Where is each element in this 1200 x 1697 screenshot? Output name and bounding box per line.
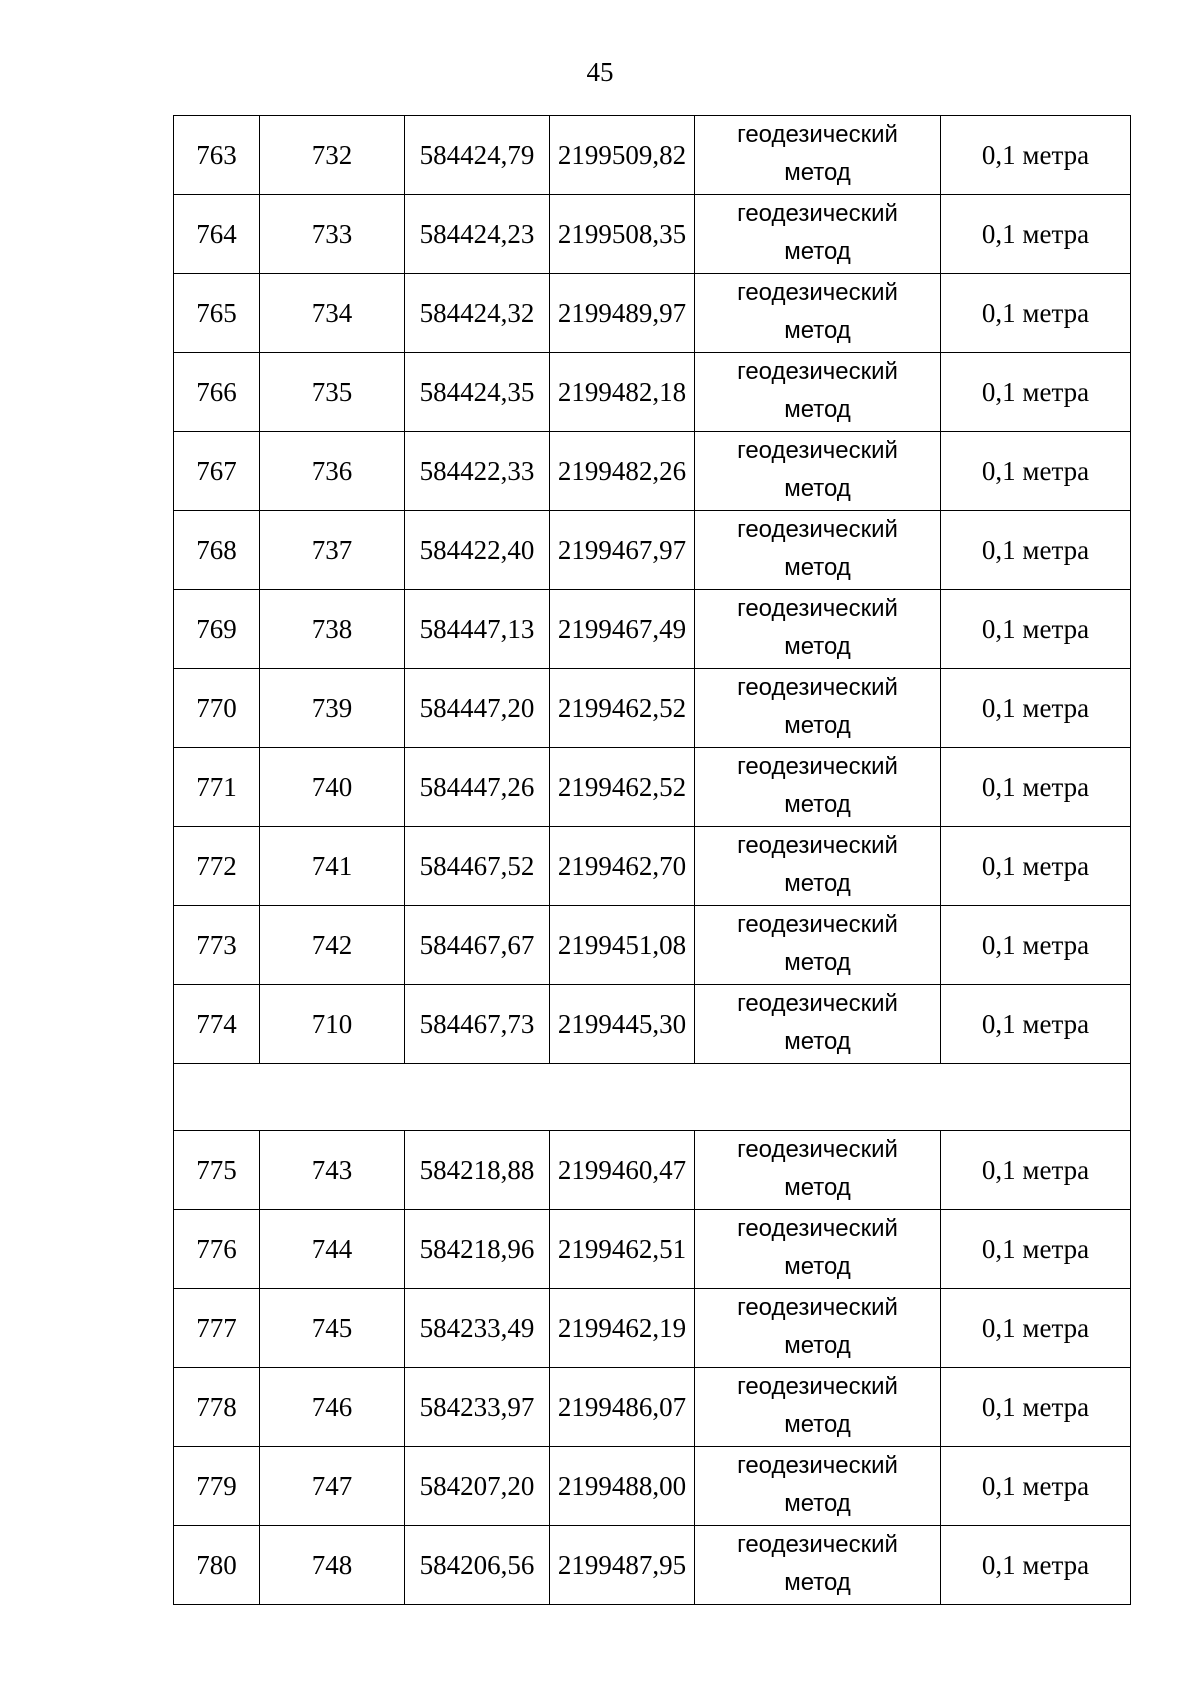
method-cell [695, 669, 941, 748]
table-row [174, 1447, 1131, 1526]
x-coordinate-cell: 584207,20 [405, 1447, 550, 1526]
row-number-cell: 770 [174, 669, 260, 748]
table-row [174, 1526, 1131, 1605]
table-separator [174, 1064, 1131, 1131]
row-number-cell: 777 [174, 1289, 260, 1368]
method-cell [695, 748, 941, 827]
y-coordinate-cell: 2199482,26 [550, 432, 695, 511]
method-cell [695, 906, 941, 985]
method-line-1: геодезический [737, 753, 898, 780]
y-coordinate-cell: 2199451,08 [550, 906, 695, 985]
y-coordinate-cell: 2199467,49 [550, 590, 695, 669]
method-cell [695, 1447, 941, 1526]
method-line-2: метод [784, 238, 851, 265]
method-line-1: геодезический [737, 1373, 898, 1400]
y-coordinate-cell: 2199488,00 [550, 1447, 695, 1526]
method-line-1: геодезический [737, 437, 898, 464]
method-line-2: метод [784, 396, 851, 423]
accuracy-cell: 0,1 метра [941, 1210, 1131, 1289]
y-coordinate-cell: 2199462,70 [550, 827, 695, 906]
row-number-cell: 766 [174, 353, 260, 432]
method-line-2: метод [784, 1569, 851, 1596]
method-line-2: метод [784, 791, 851, 818]
accuracy-cell: 0,1 метра [941, 195, 1131, 274]
method-line-2: метод [784, 554, 851, 581]
method-line-2: метод [784, 317, 851, 344]
point-number-cell: 736 [260, 432, 405, 511]
row-number-cell: 765 [174, 274, 260, 353]
accuracy-cell: 0,1 метра [941, 1131, 1131, 1210]
x-coordinate-cell: 584467,67 [405, 906, 550, 985]
accuracy-cell: 0,1 метра [941, 985, 1131, 1064]
table-row [174, 748, 1131, 827]
method-line-2: метод [784, 1253, 851, 1280]
method-line-1: геодезический [737, 200, 898, 227]
method-line-1: геодезический [737, 279, 898, 306]
table-row [174, 827, 1131, 906]
method-line-1: геодезический [737, 832, 898, 859]
x-coordinate-cell: 584467,73 [405, 985, 550, 1064]
method-cell [695, 590, 941, 669]
method-line-2: метод [784, 475, 851, 502]
point-number-cell: 741 [260, 827, 405, 906]
accuracy-cell: 0,1 метра [941, 748, 1131, 827]
x-coordinate-cell: 584424,23 [405, 195, 550, 274]
method-line-1: геодезический [737, 1294, 898, 1321]
method-cell [695, 432, 941, 511]
accuracy-cell: 0,1 метра [941, 906, 1131, 985]
y-coordinate-cell: 2199482,18 [550, 353, 695, 432]
y-coordinate-cell: 2199460,47 [550, 1131, 695, 1210]
point-number-cell: 748 [260, 1526, 405, 1605]
method-line-1: геодезический [737, 595, 898, 622]
table-body-group-1 [174, 116, 1131, 1064]
point-number-cell: 732 [260, 116, 405, 195]
y-coordinate-cell: 2199508,35 [550, 195, 695, 274]
x-coordinate-cell: 584447,26 [405, 748, 550, 827]
method-cell [695, 511, 941, 590]
point-number-cell: 738 [260, 590, 405, 669]
method-line-2: метод [784, 1411, 851, 1438]
method-line-1: геодезический [737, 1452, 898, 1479]
method-cell [695, 1131, 941, 1210]
point-number-cell: 735 [260, 353, 405, 432]
method-cell [695, 195, 941, 274]
table-row [174, 985, 1131, 1064]
accuracy-cell: 0,1 метра [941, 827, 1131, 906]
method-line-2: метод [784, 1490, 851, 1517]
row-number-cell: 774 [174, 985, 260, 1064]
accuracy-cell: 0,1 метра [941, 1447, 1131, 1526]
method-line-2: метод [784, 870, 851, 897]
accuracy-cell: 0,1 метра [941, 432, 1131, 511]
method-cell [695, 985, 941, 1064]
y-coordinate-cell: 2199462,52 [550, 748, 695, 827]
point-number-cell: 746 [260, 1368, 405, 1447]
row-number-cell: 775 [174, 1131, 260, 1210]
x-coordinate-cell: 584424,79 [405, 116, 550, 195]
method-line-1: геодезический [737, 1136, 898, 1163]
y-coordinate-cell: 2199462,52 [550, 669, 695, 748]
separator-cell [174, 1064, 1131, 1131]
method-line-1: геодезический [737, 121, 898, 148]
method-line-2: метод [784, 633, 851, 660]
point-number-cell: 744 [260, 1210, 405, 1289]
table-row [174, 195, 1131, 274]
x-coordinate-cell: 584424,35 [405, 353, 550, 432]
table-row [174, 432, 1131, 511]
accuracy-cell: 0,1 метра [941, 669, 1131, 748]
accuracy-cell: 0,1 метра [941, 511, 1131, 590]
point-number-cell: 734 [260, 274, 405, 353]
method-cell [695, 274, 941, 353]
y-coordinate-cell: 2199445,30 [550, 985, 695, 1064]
accuracy-cell: 0,1 метра [941, 353, 1131, 432]
method-line-1: геодезический [737, 911, 898, 938]
separator-row [174, 1064, 1131, 1131]
row-number-cell: 763 [174, 116, 260, 195]
method-line-1: геодезический [737, 990, 898, 1017]
x-coordinate-cell: 584233,49 [405, 1289, 550, 1368]
method-cell [695, 827, 941, 906]
point-number-cell: 747 [260, 1447, 405, 1526]
x-coordinate-cell: 584206,56 [405, 1526, 550, 1605]
x-coordinate-cell: 584422,33 [405, 432, 550, 511]
row-number-cell: 768 [174, 511, 260, 590]
method-cell [695, 1526, 941, 1605]
row-number-cell: 767 [174, 432, 260, 511]
method-line-1: геодезический [737, 358, 898, 385]
method-cell [695, 1289, 941, 1368]
row-number-cell: 780 [174, 1526, 260, 1605]
x-coordinate-cell: 584218,96 [405, 1210, 550, 1289]
point-number-cell: 710 [260, 985, 405, 1064]
accuracy-cell: 0,1 метра [941, 1526, 1131, 1605]
method-line-2: метод [784, 712, 851, 739]
point-number-cell: 742 [260, 906, 405, 985]
accuracy-cell: 0,1 метра [941, 116, 1131, 195]
table-row [174, 353, 1131, 432]
row-number-cell: 778 [174, 1368, 260, 1447]
method-cell [695, 353, 941, 432]
method-line-2: метод [784, 159, 851, 186]
x-coordinate-cell: 584424,32 [405, 274, 550, 353]
table-row [174, 116, 1131, 195]
point-number-cell: 743 [260, 1131, 405, 1210]
x-coordinate-cell: 584447,13 [405, 590, 550, 669]
point-number-cell: 739 [260, 669, 405, 748]
x-coordinate-cell: 584467,52 [405, 827, 550, 906]
method-line-1: геодезический [737, 674, 898, 701]
row-number-cell: 773 [174, 906, 260, 985]
method-line-2: метод [784, 1028, 851, 1055]
table-row [174, 1210, 1131, 1289]
x-coordinate-cell: 584447,20 [405, 669, 550, 748]
accuracy-cell: 0,1 метра [941, 590, 1131, 669]
table-body-group-2 [174, 1131, 1131, 1605]
method-line-2: метод [784, 1174, 851, 1201]
row-number-cell: 771 [174, 748, 260, 827]
y-coordinate-cell: 2199489,97 [550, 274, 695, 353]
y-coordinate-cell: 2199462,51 [550, 1210, 695, 1289]
x-coordinate-cell: 584422,40 [405, 511, 550, 590]
method-line-1: геодезический [737, 1215, 898, 1242]
table-row [174, 590, 1131, 669]
row-number-cell: 779 [174, 1447, 260, 1526]
y-coordinate-cell: 2199487,95 [550, 1526, 695, 1605]
table-row [174, 274, 1131, 353]
point-number-cell: 740 [260, 748, 405, 827]
accuracy-cell: 0,1 метра [941, 274, 1131, 353]
method-cell [695, 116, 941, 195]
row-number-cell: 776 [174, 1210, 260, 1289]
y-coordinate-cell: 2199467,97 [550, 511, 695, 590]
y-coordinate-cell: 2199509,82 [550, 116, 695, 195]
table-row [174, 1368, 1131, 1447]
table-row [174, 1131, 1131, 1210]
method-line-2: метод [784, 949, 851, 976]
method-line-2: метод [784, 1332, 851, 1359]
x-coordinate-cell: 584218,88 [405, 1131, 550, 1210]
method-line-1: геодезический [737, 516, 898, 543]
point-number-cell: 733 [260, 195, 405, 274]
method-cell [695, 1368, 941, 1447]
row-number-cell: 769 [174, 590, 260, 669]
table-row [174, 1289, 1131, 1368]
accuracy-cell: 0,1 метра [941, 1289, 1131, 1368]
coordinates-table [173, 115, 1131, 1605]
accuracy-cell: 0,1 метра [941, 1368, 1131, 1447]
row-number-cell: 772 [174, 827, 260, 906]
table-row [174, 669, 1131, 748]
y-coordinate-cell: 2199462,19 [550, 1289, 695, 1368]
y-coordinate-cell: 2199486,07 [550, 1368, 695, 1447]
method-line-1: геодезический [737, 1531, 898, 1558]
point-number-cell: 737 [260, 511, 405, 590]
method-cell [695, 1210, 941, 1289]
table-row [174, 906, 1131, 985]
page-number: 45 [586, 57, 614, 87]
table-row [174, 511, 1131, 590]
x-coordinate-cell: 584233,97 [405, 1368, 550, 1447]
row-number-cell: 764 [174, 195, 260, 274]
point-number-cell: 745 [260, 1289, 405, 1368]
